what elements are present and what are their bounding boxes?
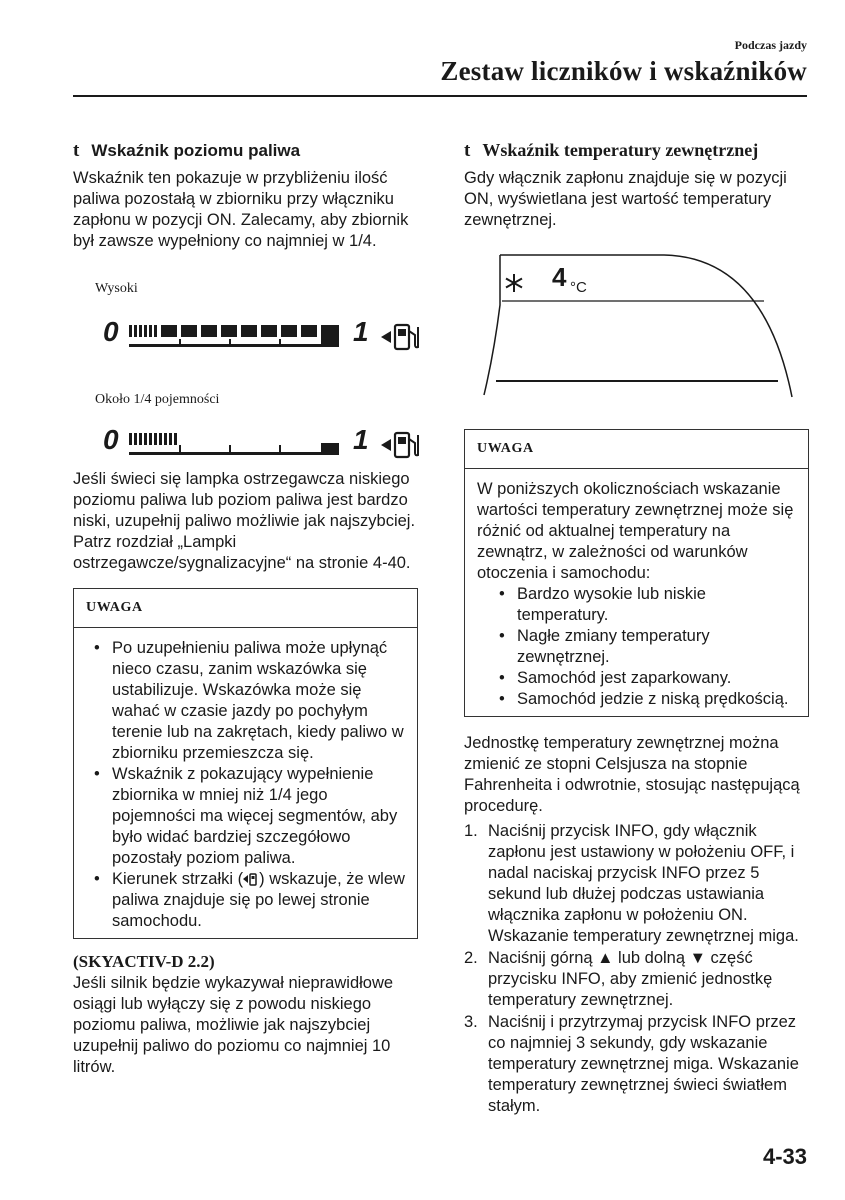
note-item: • Samochód jedzie z niską prędkością. xyxy=(477,689,796,710)
note-item: • Po uzupełnieniu paliwa może upłynąć nieco czasu, zanim wskazówka się ustabilizuje. Wskazówka może się wahać w czasie jazdy po pochyłym terenie lub na zakrętach, kiedy paliwo w zbiorniku przemieszcza się. xyxy=(86,638,405,764)
right-column xyxy=(464,140,809,1118)
note-title: UWAGA xyxy=(74,589,417,629)
gauge-full-label: 1 xyxy=(353,423,369,455)
unit-change-steps xyxy=(464,821,809,1117)
gauge-segments xyxy=(129,427,341,455)
gauge-segments xyxy=(129,319,341,347)
note-paragraph: W poniższych okolicznościach wskazanie wartości temperatury zewnętrznej może się różnić od aktualnej temperatury na zewnątrz, w zależności od warunków otoczenia i samochodu: xyxy=(477,480,794,582)
fuel-gauge-full xyxy=(103,316,433,355)
fuel-gauge-intro: Wskaźnik ten pokazuje w przybliżeniu ilość paliwa pozostałą w zbiorniku przy włączniku zapłonu w pozycji ON. Zalecamy, aby zbiornik był zawsze wypełniony co najmniej w 1/4. xyxy=(73,168,409,250)
header-divider xyxy=(73,95,807,97)
page-number: 4-33 xyxy=(762,1144,807,1169)
display-temperature-value: 4 xyxy=(552,261,567,292)
snowflake-icon xyxy=(504,273,524,293)
temperature-heading-text: Wskaźnik temperatury zewnętrznej xyxy=(482,140,759,160)
step-item xyxy=(464,1012,809,1117)
step-text: Naciśnij górną ▲ lub dolną ▼ część przycisku INFO, aby zmienić jednostkę temperatury zewnętrznej. xyxy=(488,949,773,1009)
temperature-display xyxy=(464,253,794,403)
header-section-label: Podczas jazdy xyxy=(734,38,807,52)
skyactiv-heading: (SKYACTIV-D 2.2) xyxy=(73,952,215,971)
step-number: 2. xyxy=(464,949,478,967)
note-item: • Bardzo wysokie lub niskie temperatury. xyxy=(477,584,796,626)
step-item xyxy=(464,821,809,947)
fuel-gauge-heading-text: Wskaźnik poziomu paliwa xyxy=(91,141,301,160)
arrow-left-icon xyxy=(381,331,391,343)
step-text: Naciśnij przycisk INFO, gdy włącznik zapłonu jest ustawiony w położeniu OFF, i nadal naciskaj przycisk INFO przez 5 sekund lub dłużej podczas ustawiania włącznika zapłonu w położeniu ON. Wskazanie temperatury zewnętrznej miga. xyxy=(488,822,799,945)
skyactiv-paragraph: Jeśli silnik będzie wykazywał nieprawidłowe osiągi lub wyłączy się z powodu niskiego poziomu paliwa, możliwie jak najszybciej uzupełnij paliwo do poziomu co najmniej 10 litrów. xyxy=(73,973,394,1076)
step-number: 1. xyxy=(464,822,478,840)
note-item xyxy=(86,869,405,932)
step-item xyxy=(464,948,809,1011)
gauge-full-label: 1 xyxy=(353,316,369,347)
gauge-high-caption: Wysoki xyxy=(95,280,138,296)
temperature-heading xyxy=(464,140,809,162)
gauge-empty-label: 0 xyxy=(103,316,119,347)
fuel-pump-icon xyxy=(393,429,421,459)
note-item: • Wskaźnik z pokazujący wypełnienie zbiornika w mniej niż 1/4 jego pojemności ma więcej segmentów, aby było widać bardziej szczegółowo pozostały poziom paliwa. xyxy=(86,764,405,869)
unit-change-paragraph: Jednostkę temperatury zewnętrznej można zmienić ze stopni Celsjusza na stopnie Fahrenheita i odwrotnie, stosując następującą procedurę. xyxy=(464,734,800,815)
fuel-gauge-heading xyxy=(73,140,418,162)
reference-paragraph: Patrz rozdział „Lampki ostrzegawcze/sygnalizacyjne“ na stronie 4-40. xyxy=(73,532,411,572)
note-item-text: ) wskazuje, że wlew paliwa znajduje się po lewej stronie samochodu. xyxy=(112,870,405,930)
gauge-quarter-caption: Około 1/4 pojemności xyxy=(95,392,220,407)
page-title: Zestaw liczników i wskaźników xyxy=(440,56,807,86)
note-item: • Samochód jest zaparkowany. xyxy=(477,668,796,689)
low-fuel-warning-paragraph: Jeśli świeci się lampka ostrzegawcza niskiego poziomu paliwa lub poziom paliwa jest bardzo niski, uzupełnij paliwo możliwie jak najszybciej. xyxy=(73,469,416,530)
note-title: UWAGA xyxy=(465,430,808,470)
note-item: • Nagłe zmiany temperatury zewnętrznej. xyxy=(477,626,796,668)
left-column xyxy=(73,140,418,1078)
gauge-empty-label: 0 xyxy=(103,423,119,455)
arrow-left-icon xyxy=(381,439,391,451)
step-text: Naciśnij i przytrzymaj przycisk INFO przez co najmniej 3 sekundy, gdy wskazanie temperatury zewnętrznej miga. Wskazanie temperatury zewnętrznej świeci światłem stałym. xyxy=(488,1013,799,1115)
temperature-intro: Gdy włącznik zapłonu znajduje się w pozycji ON, wyświetlana jest wartość temperatury zewnętrznej. xyxy=(464,168,787,229)
fuel-note-box xyxy=(73,588,418,940)
heading-marker: t xyxy=(464,140,471,161)
display-temperature-unit: °C xyxy=(570,278,587,296)
fuel-pump-icon xyxy=(393,321,421,351)
fuel-filler-arrow-icon xyxy=(243,872,259,886)
temperature-note-box xyxy=(464,429,809,718)
step-number: 3. xyxy=(464,1013,478,1031)
heading-marker: t xyxy=(73,140,80,161)
fuel-gauge-quarter xyxy=(103,423,433,463)
note-item-text: Kierunek strzałki ( xyxy=(112,870,244,888)
